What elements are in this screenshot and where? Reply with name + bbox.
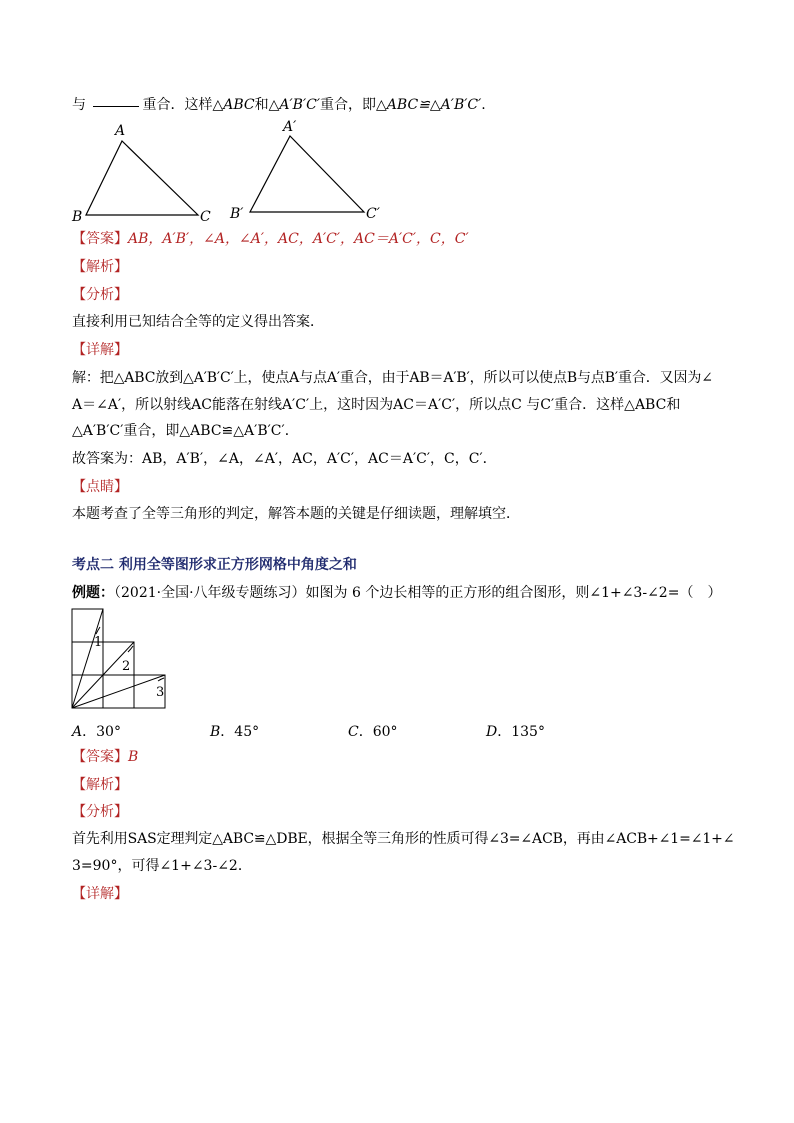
xiangjie-1-line-1: 解：把△ABC放到△A′B′C′上，使点A与点A′重合，由于AB＝A′B′，所以可以使点B与点B′重合．又因为∠ (72, 370, 713, 386)
label-c-prime: C′ (366, 206, 380, 222)
fenxi-2-line-1: 首先利用SAS定理判定△ABC≌△DBE，根据全等三角形的性质可得∠3=∠ACB，再由∠ACB+∠1=∠1+∠ (72, 831, 735, 847)
triangle-a1b1c1 (250, 136, 364, 212)
square-grid-figure (70, 606, 180, 714)
label-c: C (200, 209, 211, 225)
jiexi-2: 【解析】 (72, 777, 128, 793)
xiangjie-1-tag: 【详解】 (72, 342, 128, 358)
section-2-title: 考点二 利用全等图形求正方形网格中角度之和 (72, 557, 357, 573)
fenxi-2-tag: 【分析】 (72, 804, 128, 820)
option-d[interactable]: D．135° (486, 724, 545, 740)
option-b[interactable]: B．45° (210, 724, 260, 740)
xiangjie-2-tag: 【详解】 (72, 886, 128, 902)
fenxi-2-line-2: 3=90°，可得∠1+∠3-∠2． (72, 858, 252, 874)
option-c[interactable]: C．60° (348, 724, 398, 740)
fenxi-1-tag: 【分析】 (72, 287, 128, 303)
triangle-abc (86, 141, 198, 215)
triangles-figure (60, 115, 400, 227)
fenxi-1-text: 直接利用已知结合全等的定义得出答案． (72, 314, 324, 330)
label-b: B (72, 209, 83, 225)
angle-1-label: 1 (94, 635, 103, 650)
xiangjie-1-line-2: A＝∠A′，所以射线AC能落在射线A′C′上，这时因为AC＝A′C′，所以点C 与C′重合．这样△ABC和 (72, 397, 681, 413)
label-b-prime: B′ (230, 206, 244, 222)
fill-blank (93, 106, 139, 107)
jiexi-1: 【解析】 (72, 259, 128, 275)
xiangjie-1-line-3: △A′B′C′重合，即△ABC≌△A′B′C′． (72, 423, 299, 439)
example-line: 例题：（2021·全国·八年级专题练习）如图为 6 个边长相等的正方形的组合图形，则∠1+∠3-∠2=（ ） (72, 585, 722, 601)
answer-1: 【答案】AB，A′B′，∠A，∠A′，AC，A′C′，AC＝A′C′，C，C′ (72, 231, 469, 247)
dianjing-1-tag: 【点睛】 (72, 479, 128, 495)
option-a[interactable]: A．30° (72, 724, 121, 740)
angle-3-label: 3 (156, 685, 165, 700)
label-a: A (115, 123, 126, 139)
dianjing-1-text: 本题考查了全等三角形的判定，解答本题的关键是仔细读题，理解填空． (72, 506, 520, 522)
angle-2-label: 2 (122, 659, 131, 674)
answer-2: 【答案】B (72, 749, 139, 765)
xiangjie-1-line-4: 故答案为：AB，A′B′，∠A，∠A′，AC，A′C′，AC＝A′C′，C，C′． (72, 451, 497, 467)
label-a-prime: A′ (283, 119, 297, 135)
intro-line: 与 重合．这样△ABC和△A′B′C′重合，即△ABC≌△A′B′C′. (72, 97, 486, 113)
